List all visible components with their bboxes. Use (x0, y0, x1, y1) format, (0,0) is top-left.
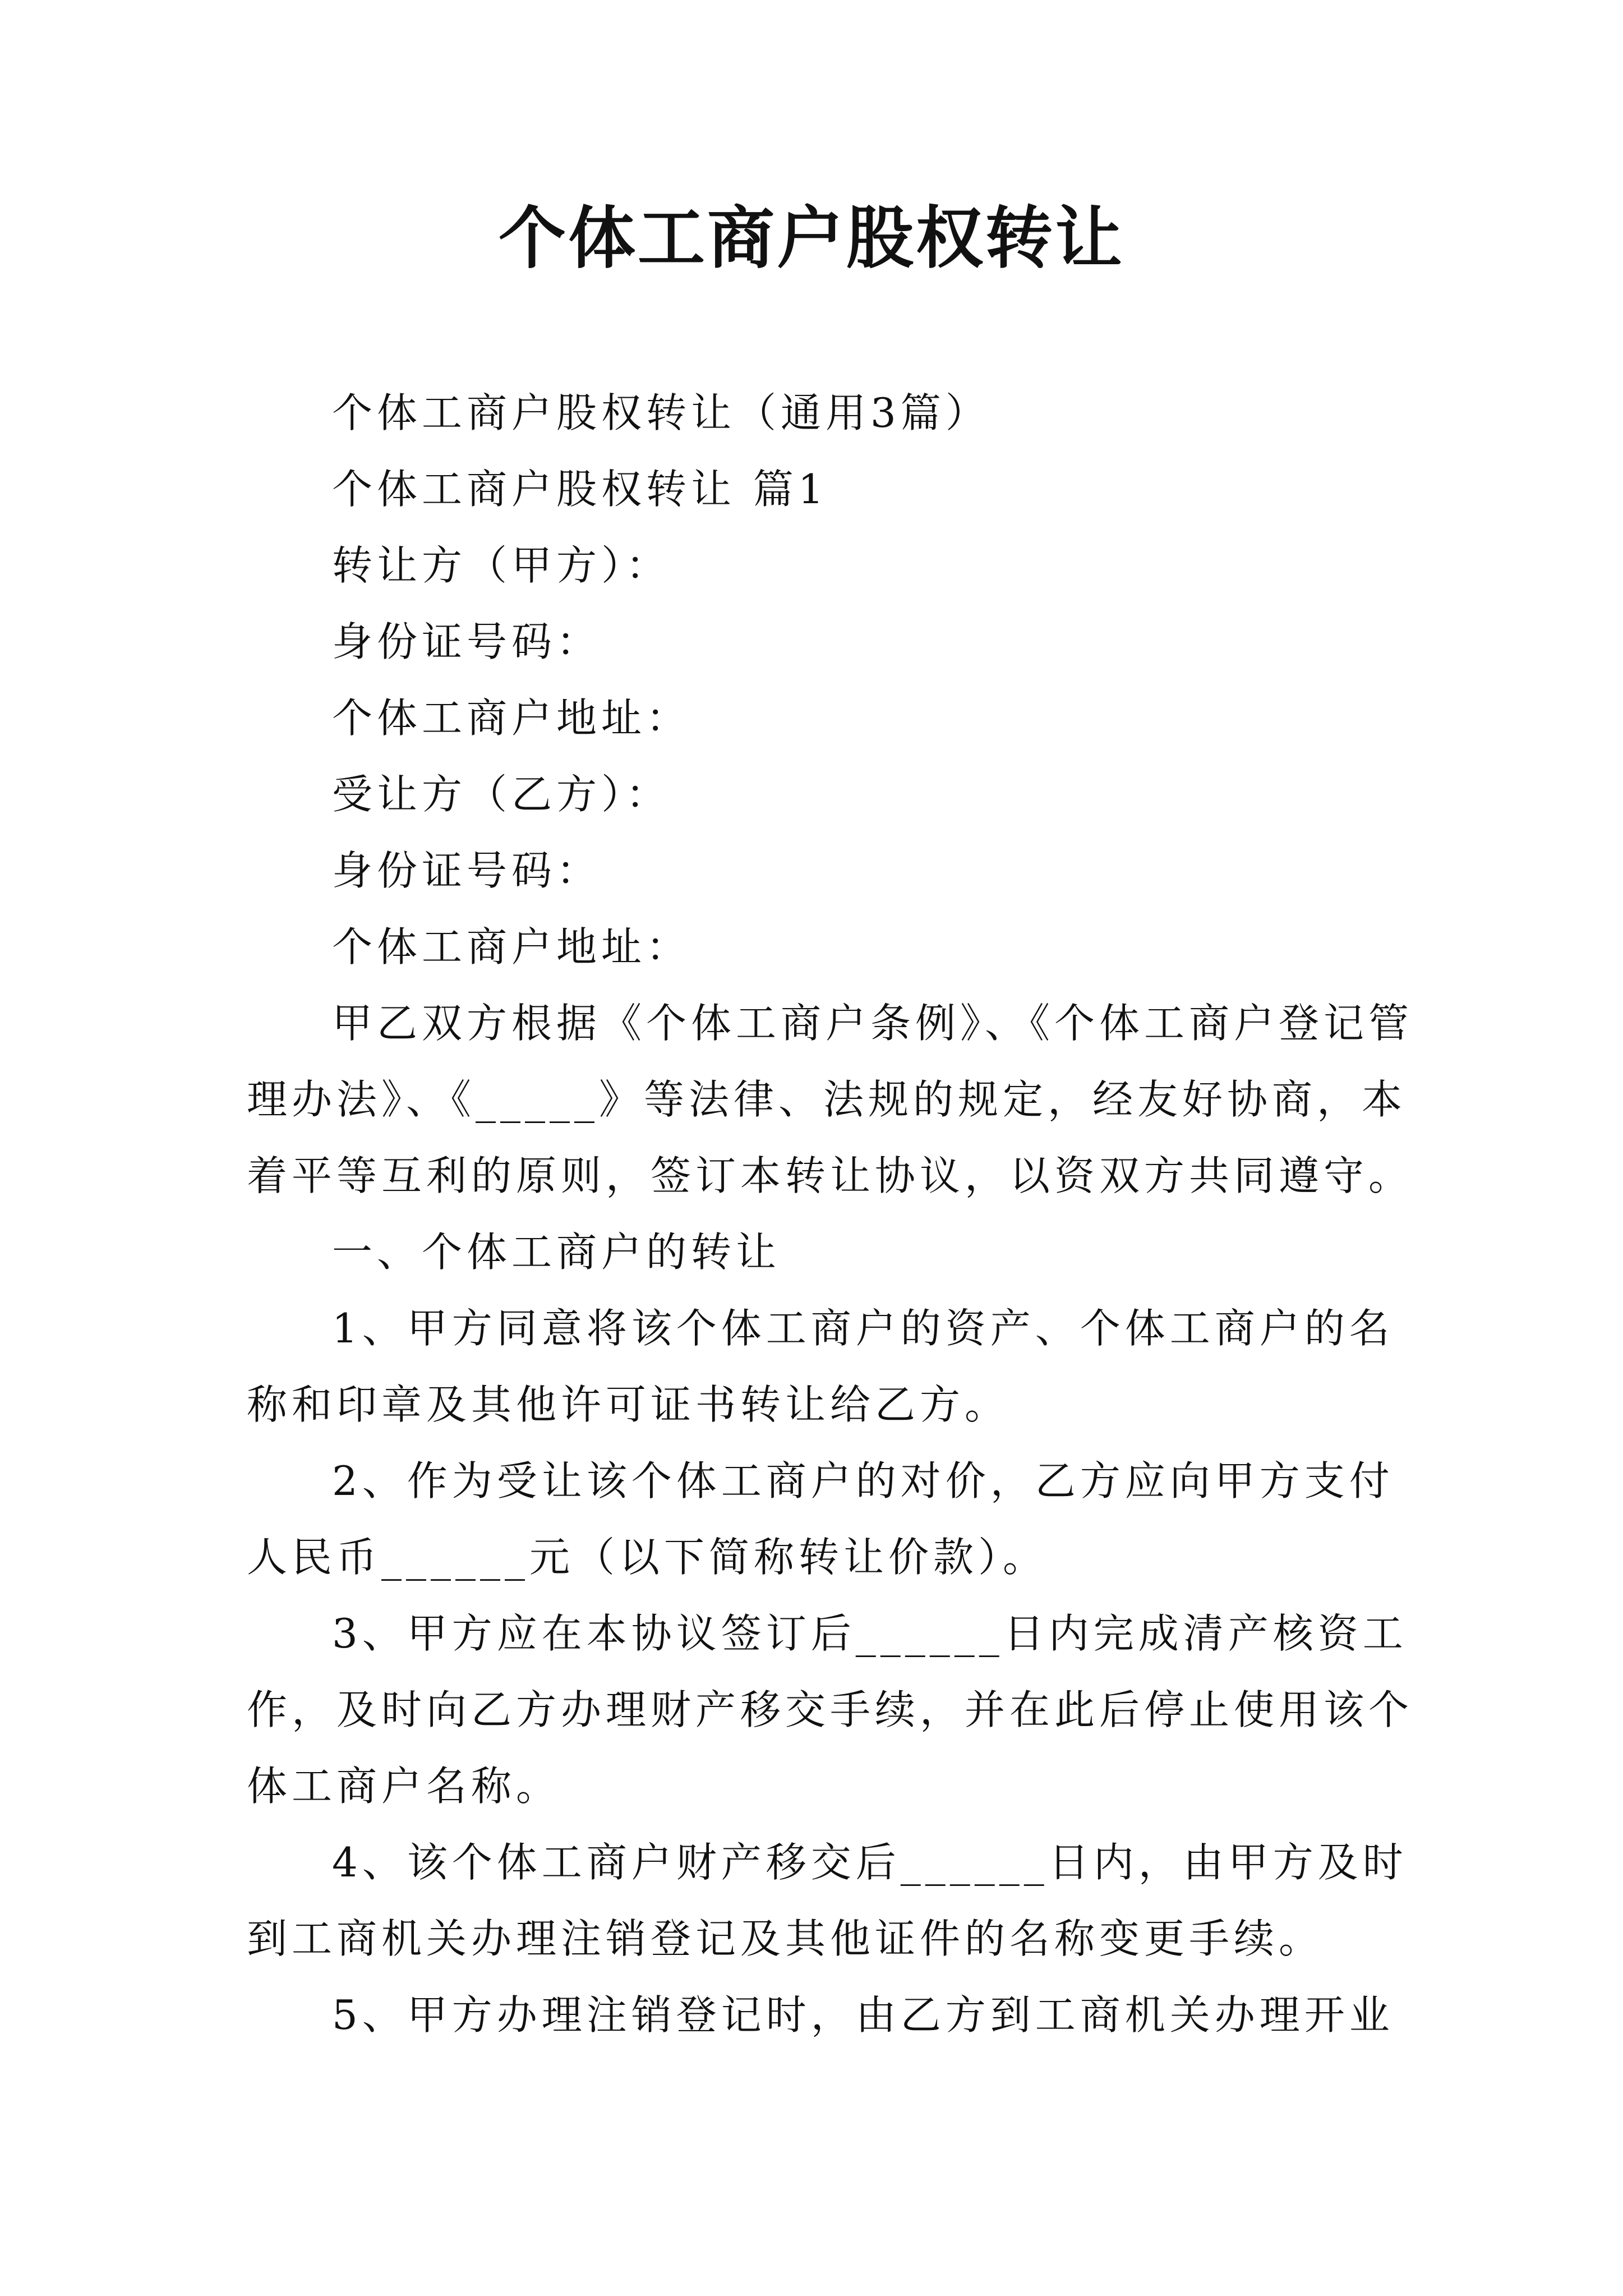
paragraph-line: 4、该个体工商户财产移交后______日内，由甲方及时 (332, 1839, 1408, 1886)
paragraph-line: 人民币______元（以下简称转让价款）。 (247, 1534, 1048, 1581)
paragraph-line: 到工商机关办理注销登记及其他证件的名称变更手续。 (247, 1915, 1324, 1962)
paragraph-line: 1、甲方同意将该个体工商户的资产、个体工商户的名 (332, 1305, 1394, 1352)
paragraph-line: 2、作为受让该个体工商户的对价，乙方应向甲方支付 (332, 1457, 1394, 1504)
document-body (247, 375, 1413, 2053)
paragraph-line: 理办法》、《_____》等法律、法规的规定，经友好协商，本 (247, 1076, 1407, 1123)
paragraph-line: 个体工商户地址： (332, 923, 691, 970)
paragraph-line: 作，及时向乙方办理财产移交手续，并在此后停止使用该个 (247, 1686, 1414, 1733)
paragraph-line: 受让方（乙方）： (332, 771, 671, 818)
paragraph-line: 身份证号码： (332, 618, 602, 665)
paragraph-line: 转让方（甲方）： (332, 542, 671, 589)
paragraph-line: 一、个体工商户的转让 (332, 1228, 781, 1276)
paragraph-line: 着平等互利的原则，签订本转让协议，以资双方共同遵守。 (247, 1152, 1414, 1199)
paragraph-line: 个体工商户地址： (332, 694, 691, 742)
paragraph-line: 称和印章及其他许可证书转让给乙方。 (247, 1381, 1010, 1428)
paragraph-line: 5、甲方办理注销登记时，由乙方到工商机关办理开业 (332, 1991, 1394, 2039)
paragraph-line: 个体工商户股权转让（通用3篇） (332, 389, 990, 436)
paragraph-line: 甲乙双方根据《个体工商户条例》、《个体工商户登记管 (332, 1000, 1414, 1047)
paragraph-line: 体工商户名称。 (247, 1763, 561, 1810)
document-title: 个体工商户股权转让 (499, 199, 1124, 278)
paragraph-line: 3、甲方应在本协议签订后______日内完成清产核资工 (332, 1610, 1408, 1657)
paragraph-line: 个体工商户股权转让 篇1 (332, 466, 828, 513)
paragraph-line: 身份证号码： (332, 847, 602, 894)
